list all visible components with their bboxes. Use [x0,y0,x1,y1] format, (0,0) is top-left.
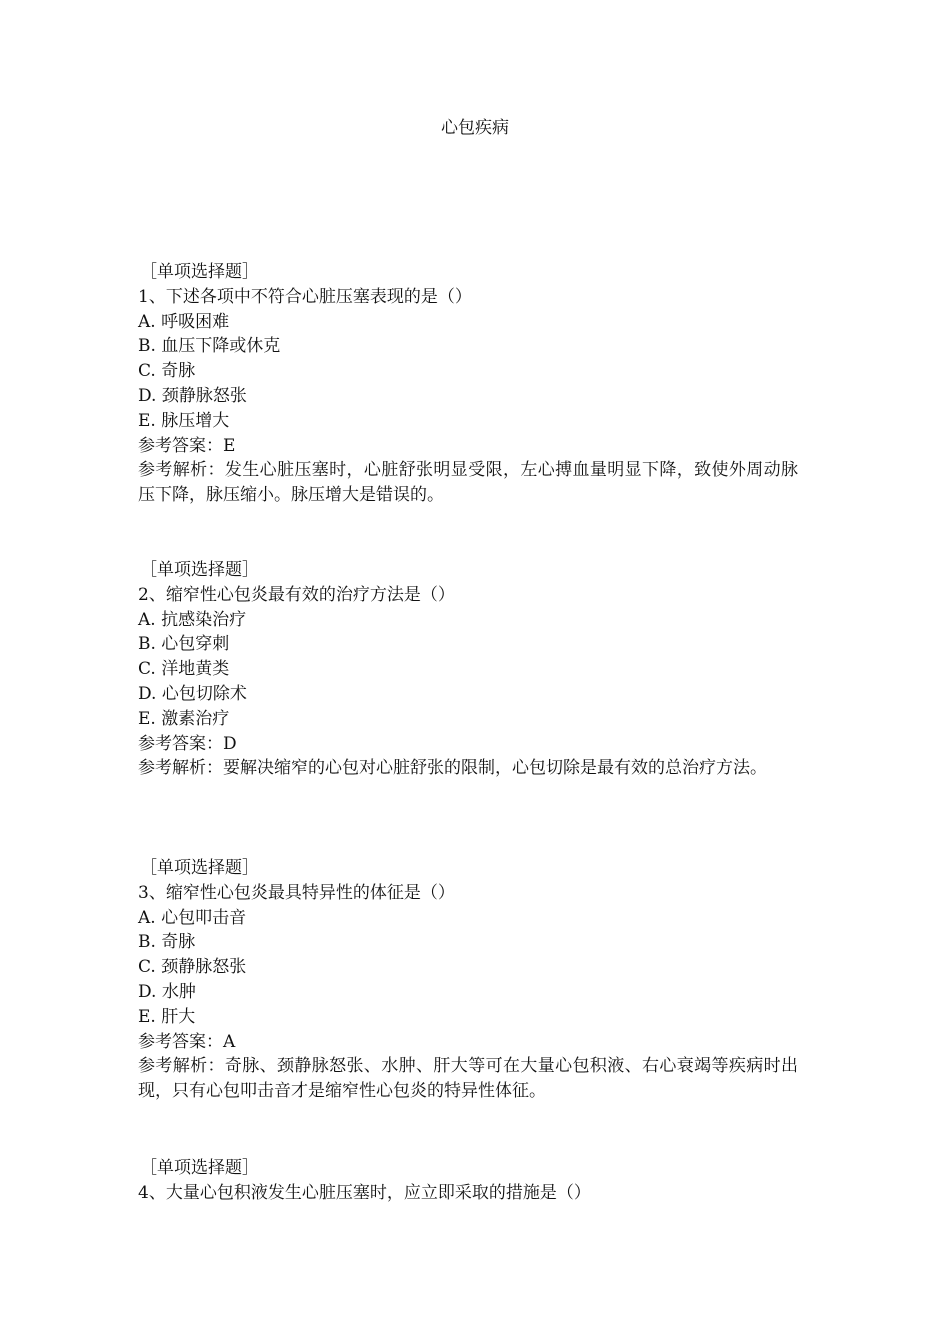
question-block-3 [138,856,798,1104]
question-block-1 [138,260,798,508]
option-a: A. 心包叩击音 [138,907,247,928]
option-c: C. 奇脉 [138,361,196,382]
question-type: ［单项选择题］ [140,858,259,878]
option-b: B. 血压下降或休克 [138,336,281,357]
option-e: E. 脉压增大 [138,410,230,431]
option-a: A. 呼吸困难 [138,311,230,332]
question-stem: 1、下述各项中不符合心脏压塞表现的是（） [138,286,472,307]
question-type: ［单项选择题］ [140,1158,259,1178]
option-e: E. 激素治疗 [138,708,230,729]
reference-answer: 参考答案：E [138,435,236,456]
question-stem: 3、缩窄性心包炎最具特异性的体征是（） [138,882,455,903]
option-d: D. 水肿 [138,981,196,1002]
option-b: B. 奇脉 [138,932,196,953]
reference-answer: 参考答案：A [138,1031,236,1052]
reference-analysis: 参考解析：要解决缩窄的心包对心脏舒张的限制，心包切除是最有效的总治疗方法。 [138,758,767,779]
page-title: 心包疾病 [441,118,509,138]
question-type: ［单项选择题］ [140,560,259,580]
question-block-4 [138,1156,798,1206]
option-b: B. 心包穿刺 [138,634,230,655]
question-stem: 2、缩窄性心包炎最有效的治疗方法是（） [138,584,455,605]
option-e: E. 肝大 [138,1006,196,1027]
option-c: C. 颈静脉怒张 [138,957,247,978]
option-d: D. 心包切除术 [138,683,247,704]
question-stem: 4、大量心包积液发生心脏压塞时，应立即采取的措施是（） [138,1182,591,1203]
option-d: D. 颈静脉怒张 [138,385,247,406]
reference-analysis: 参考解析：奇脉、颈静脉怒张、水肿、肝大等可在大量心包积液、右心衰竭等疾病时出现，只有心包叩击音才是缩窄性心包炎的特异性体征。 [138,1056,798,1102]
question-block-2 [138,558,798,781]
reference-answer: 参考答案：D [138,733,237,754]
reference-analysis: 参考解析：发生心脏压塞时，心脏舒张明显受限，左心搏血量明显下降，致使外周动脉压下降，脉压缩小。脉压增大是错误的。 [138,460,798,506]
option-c: C. 洋地黄类 [138,659,230,680]
option-a: A. 抗感染治疗 [138,609,247,630]
question-type: ［单项选择题］ [140,262,259,282]
